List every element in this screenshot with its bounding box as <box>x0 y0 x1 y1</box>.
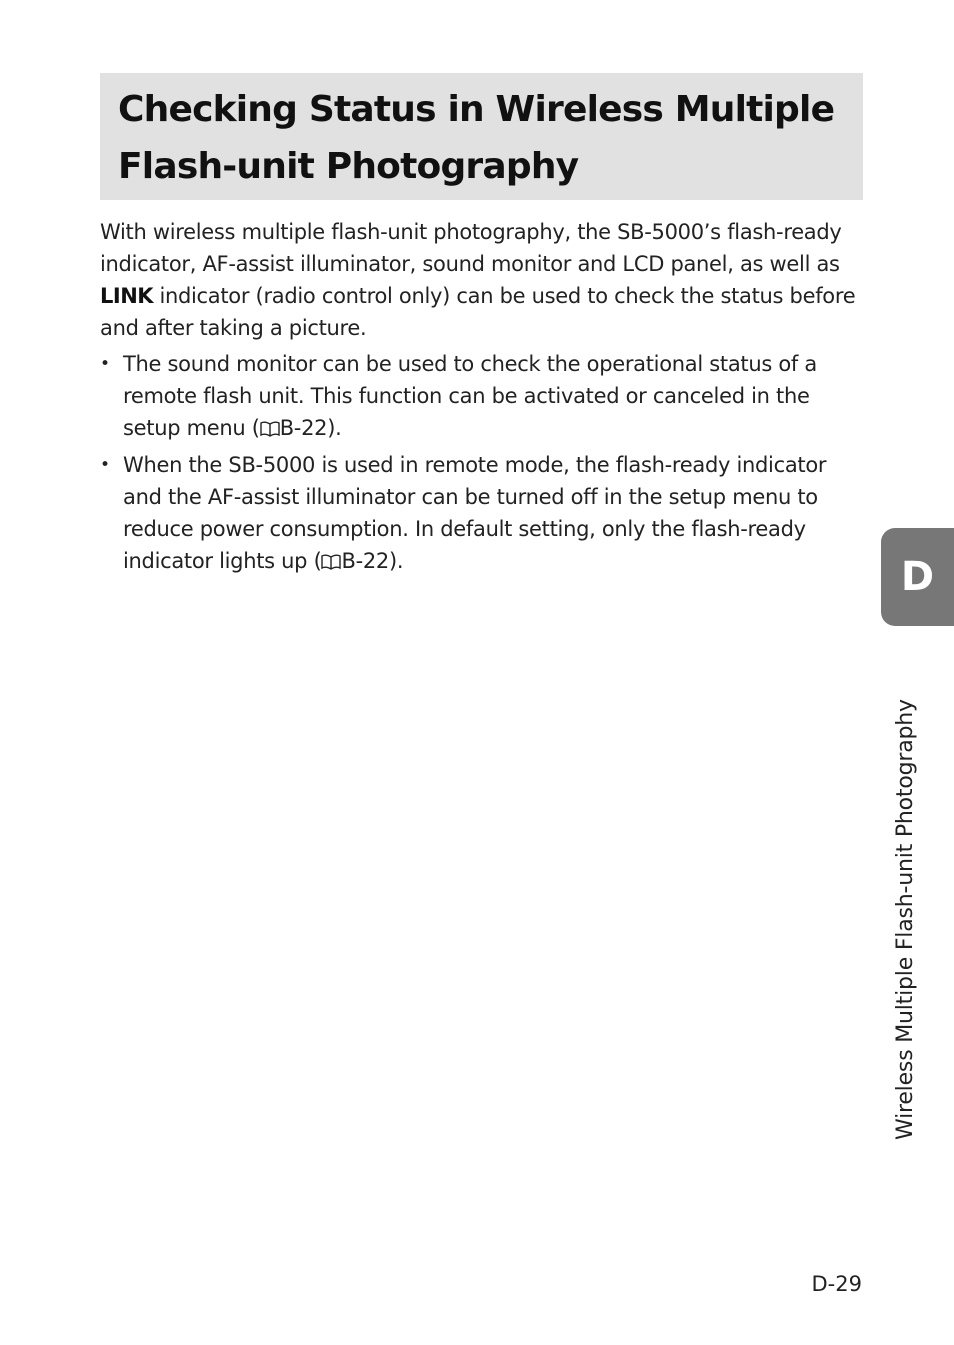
bullet-text: The sound monitor can be used to check the operational status of a remote flash unit. This function can be activated or canceled in the setup menu ( <box>123 352 817 440</box>
bullet-text-end: ). <box>389 549 404 573</box>
book-icon <box>321 549 341 573</box>
page-reference: B-22 <box>279 416 328 440</box>
page-reference: B-22 <box>341 549 389 573</box>
bullet-text-end: ). <box>327 416 342 440</box>
bullet-list <box>100 348 870 577</box>
page-number: D-29 <box>811 1272 862 1296</box>
chapter-side-label: Wireless Multiple Flash-unit Photography <box>893 699 918 1140</box>
list-item <box>100 348 870 444</box>
intro-text-part2: indicator (radio control only) can be used to check the status before and after taking a picture. <box>100 284 856 340</box>
bullet-icon: • <box>100 455 110 475</box>
page-title: Checking Status in Wireless Multiple Flash-unit Photography <box>118 89 835 187</box>
bullet-text: When the SB-5000 is used in remote mode, the flash-ready indicator and the AF-assist illuminator can be turned off in the setup menu to reduce power consumption. In default setting, only the flash-ready indicator lights up ( <box>123 453 827 573</box>
intro-paragraph <box>100 216 870 344</box>
chapter-tab-letter: D <box>900 554 935 600</box>
main-content <box>100 216 870 582</box>
chapter-tab <box>881 528 954 626</box>
title-box <box>100 73 863 200</box>
bullet-icon: • <box>100 354 110 374</box>
list-item <box>100 449 870 577</box>
intro-text-part1: With wireless multiple flash-unit photography, the SB-5000’s flash-ready indicator, AF-assist illuminator, sound monitor and LCD panel, as well as <box>100 220 842 276</box>
book-icon <box>260 416 280 440</box>
link-indicator-icon: LINK <box>100 284 154 308</box>
